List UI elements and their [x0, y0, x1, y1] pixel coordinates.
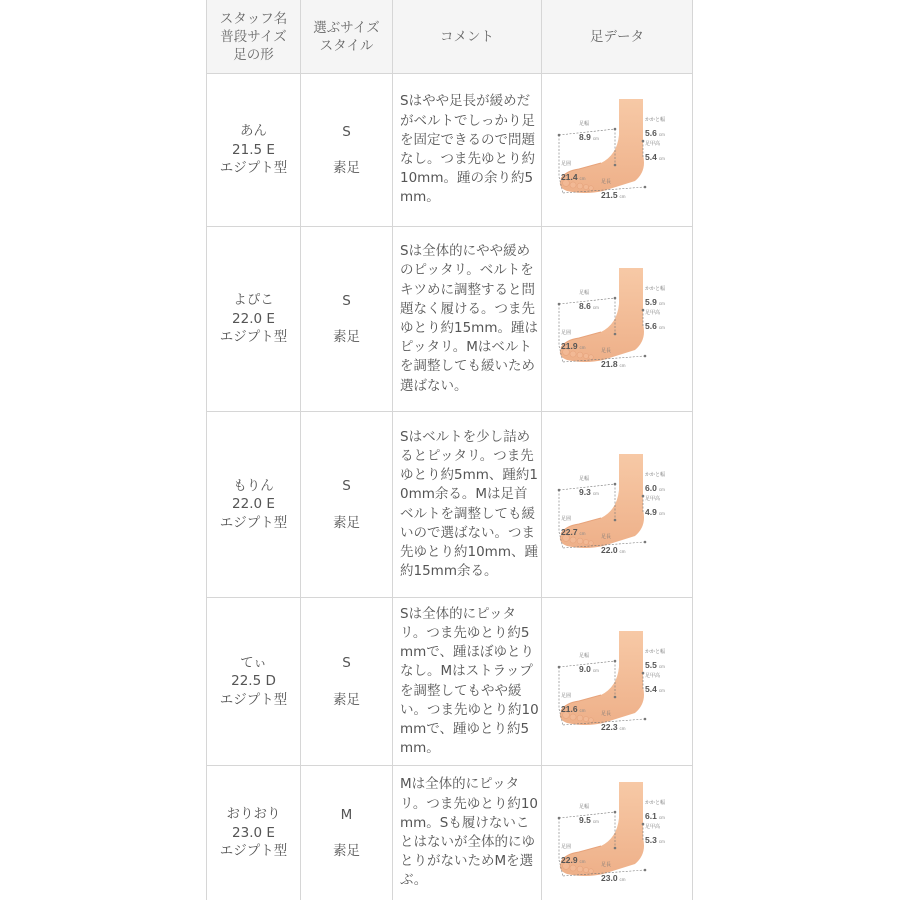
size-style-cell [301, 227, 393, 411]
foot-measurement-diagram [557, 778, 677, 888]
instep-height-measure [645, 824, 665, 848]
staff-cell [207, 227, 301, 411]
size-style-cell [301, 412, 393, 597]
staff-name: てぃ [240, 654, 267, 671]
unit: cm [592, 305, 599, 310]
foot-length-label: 足長 [601, 533, 612, 540]
unit: cm [579, 530, 586, 536]
chosen-size: M [340, 806, 353, 823]
unit: cm [658, 510, 665, 516]
heel-width-value: 6.0 [645, 482, 657, 493]
foot-girth-measure [561, 161, 586, 185]
foot-width-value: 9.3 [579, 486, 591, 497]
table-row [207, 74, 692, 227]
foot-length-label: 足長 [601, 348, 612, 354]
unit: cm [619, 877, 626, 882]
foot-width-label: 足幅 [579, 290, 590, 296]
wear-style: 素足 [333, 329, 360, 345]
wear-style: 素足 [333, 691, 360, 708]
header-staff-line3: 足の形 [233, 46, 274, 63]
instep-height-value: 5.4 [645, 152, 657, 162]
header-staff [207, 0, 301, 73]
instep-height-measure [645, 673, 665, 697]
unit: cm [658, 325, 665, 330]
foot-width-label: 足幅 [579, 804, 590, 810]
unit: cm [579, 707, 586, 713]
heel-width-label: かかと幅 [645, 471, 666, 478]
heel-width-value: 5.6 [645, 128, 657, 138]
staff-cell [207, 766, 301, 900]
foot-measurement-diagram [557, 450, 677, 560]
header-foot-label: 足データ [590, 28, 644, 45]
heel-width-measure [645, 117, 665, 141]
foot-width-measure [579, 476, 599, 500]
staff-usual-size: 22.0 E [232, 496, 275, 513]
comment-text: Sは全体的にピッタリ。つま先ゆとり約5mmで、踵ほぼゆとりなし。Mはストラップを調整してもやや緩い。つま先ゆとり約10mmで、踵ゆとり約5mm。 [400, 605, 539, 757]
size-style-cell [301, 766, 393, 900]
heel-width-measure [645, 286, 665, 310]
foot-girth-label: 足囲 [561, 515, 572, 522]
staff-name: よぴこ [233, 292, 274, 309]
staff-foot-shape: エジプト型 [219, 691, 288, 708]
foot-data-cell [542, 766, 692, 900]
heel-width-label: かかと幅 [645, 648, 666, 655]
foot-girth-measure [561, 330, 586, 354]
foot-girth-label: 足囲 [561, 692, 572, 699]
header-comment [393, 0, 542, 73]
staff-usual-size: 21.5 E [232, 141, 275, 158]
unit: cm [592, 667, 599, 673]
instep-height-measure [645, 496, 665, 520]
unit: cm [658, 132, 665, 137]
staff-name: おりおり [226, 806, 281, 823]
unit: cm [619, 725, 626, 731]
foot-length-value: 21.5 [601, 190, 618, 200]
foot-width-label: 足幅 [579, 652, 590, 659]
heel-width-measure [645, 800, 665, 824]
foot-length-value: 22.3 [601, 721, 618, 732]
foot-width-value: 8.6 [579, 301, 591, 311]
foot-length-label: 足長 [601, 710, 612, 717]
comment-text: Sはやや足長が緩めだがベルトでしっかり足を固定できるので問題なし。つま先ゆとり約10mm。踵の余り約5mm。 [400, 93, 535, 206]
instep-height-value: 4.9 [645, 506, 657, 517]
comment-cell [393, 412, 542, 597]
staff-cell [207, 412, 301, 597]
foot-girth-measure [561, 516, 586, 540]
foot-girth-label: 足囲 [561, 161, 572, 167]
unit: cm [579, 859, 586, 864]
foot-width-value: 9.5 [579, 815, 591, 825]
unit: cm [579, 176, 586, 181]
unit: cm [658, 687, 665, 693]
header-foot-data [542, 0, 692, 73]
heel-width-value: 5.9 [645, 297, 657, 307]
foot-girth-value: 22.7 [561, 526, 578, 537]
staff-cell [207, 74, 301, 226]
foot-girth-label: 足囲 [561, 844, 572, 850]
header-size-style [301, 0, 393, 73]
heel-width-measure [645, 649, 665, 673]
foot-length-measure [601, 534, 626, 558]
staff-name: あん [240, 123, 267, 140]
foot-width-measure [579, 804, 599, 828]
foot-girth-measure [561, 844, 586, 868]
comment-cell [393, 598, 542, 765]
foot-length-value: 21.8 [601, 359, 618, 369]
heel-width-label: かかと幅 [645, 286, 666, 292]
table-row [207, 227, 692, 412]
instep-height-label: 足甲高 [645, 141, 661, 147]
foot-girth-value: 21.4 [561, 172, 578, 182]
foot-girth-value: 21.6 [561, 703, 578, 714]
unit: cm [658, 839, 665, 844]
wear-style: 素足 [333, 514, 360, 531]
foot-length-value: 23.0 [601, 873, 618, 883]
chosen-size: S [342, 655, 351, 671]
instep-height-measure [645, 310, 665, 334]
foot-length-measure [601, 179, 626, 203]
comment-text: Sは全体的にやや緩めのピッタリ。ベルトをキツめに調整すると問題なく履ける。つま先ゆとり約15mm。踵はピッタリ。Mはベルトを調整しても緩いため選ばない。 [400, 243, 538, 394]
foot-length-measure [601, 862, 626, 886]
foot-girth-value: 22.9 [561, 855, 578, 865]
heel-width-value: 6.1 [645, 811, 657, 821]
table-header-row [207, 0, 692, 74]
instep-height-label: 足甲高 [645, 824, 661, 830]
foot-girth-label: 足囲 [561, 330, 572, 336]
instep-height-value: 5.3 [645, 835, 657, 845]
heel-width-measure [645, 472, 665, 496]
foot-length-value: 22.0 [601, 544, 618, 555]
foot-data-cell [542, 412, 692, 597]
instep-height-label: 足甲高 [645, 310, 661, 316]
header-staff-line2: 普段サイズ [220, 28, 287, 45]
unit: cm [619, 363, 626, 368]
size-comparison-table [206, 0, 693, 900]
table-row [207, 766, 692, 900]
foot-width-measure [579, 121, 599, 145]
header-staff-line1: スタッフ名 [219, 10, 288, 27]
instep-height-label: 足甲高 [645, 672, 661, 679]
unit: cm [579, 345, 586, 350]
staff-foot-shape: エジプト型 [219, 843, 288, 860]
table-row [207, 412, 692, 598]
instep-height-value: 5.4 [645, 683, 657, 694]
table-row [207, 598, 692, 766]
foot-girth-measure [561, 693, 586, 717]
unit: cm [658, 156, 665, 161]
unit: cm [658, 815, 665, 820]
foot-length-label: 足長 [601, 862, 612, 868]
unit: cm [658, 486, 665, 492]
staff-foot-shape: エジプト型 [219, 160, 288, 177]
staff-cell [207, 598, 301, 765]
size-style-cell [301, 598, 393, 765]
foot-length-label: 足長 [601, 179, 612, 185]
unit: cm [658, 663, 665, 669]
unit: cm [592, 490, 599, 496]
foot-width-measure [579, 653, 599, 677]
instep-height-value: 5.6 [645, 321, 657, 331]
chosen-size: S [342, 292, 351, 309]
staff-usual-size: 22.0 E [232, 310, 275, 327]
foot-girth-value: 21.9 [561, 341, 578, 351]
unit: cm [658, 301, 665, 306]
foot-data-cell [542, 227, 692, 411]
header-comment-label: コメント [440, 28, 494, 45]
foot-width-label: 足幅 [579, 121, 590, 127]
wear-style: 素足 [333, 160, 360, 176]
header-size-line1: 選ぶサイズ [313, 19, 380, 36]
foot-data-cell [542, 74, 692, 226]
unit: cm [619, 194, 626, 199]
heel-width-value: 5.5 [645, 659, 657, 670]
foot-width-label: 足幅 [579, 475, 590, 482]
chosen-size: S [342, 478, 351, 494]
staff-usual-size: 23.0 E [232, 824, 275, 841]
comment-text: Sはベルトを少し詰めるとピッタリ。つま先ゆとり約5mm、踵約10mm余る。Mは足首ベルトを調整しても緩いので選ばない。つま先ゆとり約10mm、踵約15mm余る。 [400, 428, 538, 580]
chosen-size: S [342, 123, 351, 140]
instep-height-measure [645, 141, 665, 165]
heel-width-label: かかと幅 [645, 117, 666, 123]
wear-style: 素足 [333, 843, 360, 859]
foot-measurement-diagram [557, 95, 677, 205]
header-size-line2: スタイル [319, 37, 374, 54]
foot-measurement-diagram [557, 627, 677, 737]
unit: cm [592, 819, 599, 824]
comment-cell [393, 74, 542, 226]
staff-foot-shape: エジプト型 [219, 329, 288, 346]
comment-cell [393, 227, 542, 411]
staff-name: もりん [233, 477, 274, 494]
comment-cell [393, 766, 542, 900]
unit: cm [619, 548, 626, 554]
instep-height-label: 足甲高 [645, 495, 661, 502]
heel-width-label: かかと幅 [645, 800, 666, 806]
size-style-cell [301, 74, 393, 226]
foot-width-value: 9.0 [579, 663, 591, 674]
foot-width-value: 8.9 [579, 132, 591, 142]
foot-data-cell [542, 598, 692, 765]
staff-usual-size: 22.5 D [231, 673, 276, 690]
unit: cm [592, 136, 599, 141]
foot-measurement-diagram [557, 264, 677, 374]
foot-width-measure [579, 290, 599, 314]
foot-length-measure [601, 348, 626, 372]
staff-foot-shape: エジプト型 [219, 514, 288, 531]
foot-length-measure [601, 711, 626, 735]
comment-text: Mは全体的にピッタリ。つま先ゆとり約10mm。Sも履けないことはないが全体的にゆとりがないためMを選ぶ。 [400, 776, 539, 889]
